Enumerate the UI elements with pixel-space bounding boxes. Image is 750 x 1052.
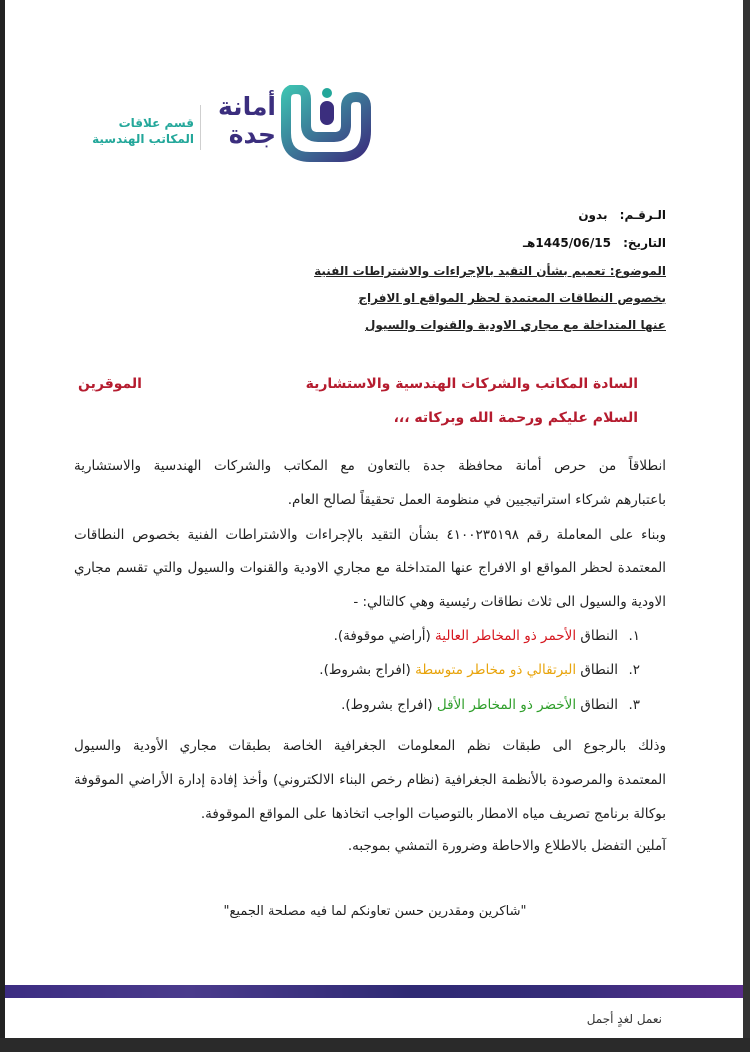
zone-item-number: ٢.	[628, 662, 640, 678]
zone-item-highlight: الأخضر ذو المخاطر الأقل	[436, 697, 577, 713]
date-value: 1445/06/15هـ	[522, 236, 611, 250]
paragraph-3-line-1: وذلك بالرجوع الى طبقات نظم المعلومات الجغرافية الخاصة بطبقات مجاري الأودية والسيول	[74, 738, 666, 754]
zone-item-prefix: النطاق	[576, 628, 618, 644]
paragraph-2-line-3: الاودية والسيول الى ثلاث نطاقات رئيسية وهي كالتالي: -	[353, 594, 666, 610]
zone-item-suffix: (أراضي موقوفة).	[333, 628, 436, 644]
logo-word-jeddah: جدة	[228, 120, 276, 149]
footer-slogan: نعمل لغدٍ أجمل	[586, 1012, 662, 1026]
zone-item-number: ١.	[628, 628, 640, 644]
zone-item-suffix: (افراج بشروط).	[319, 662, 416, 678]
reference-number-label: الـرقـم:	[619, 208, 666, 222]
jeddah-municipality-logo	[88, 85, 378, 165]
zone-item-suffix: (افراج بشروط).	[341, 697, 437, 713]
frame-bottom-border	[0, 1038, 750, 1052]
frame-left-border	[0, 0, 5, 1052]
paragraph-1-line-1: انطلاقاً من حرص أمانة محافظة جدة بالتعاون مع المكاتب والشركات الهندسية والاستشارية	[74, 458, 666, 474]
jeddah-logo-mark-icon	[280, 85, 372, 163]
zone-item-prefix: النطاق	[576, 662, 618, 678]
footer-color-bar-accent	[590, 985, 743, 998]
reference-number	[578, 208, 666, 222]
closing-line: آملين التفضل بالاطلاع والاحاطة وضرورة التمشي بموجبه.	[347, 838, 666, 854]
zone-item-red	[334, 628, 640, 644]
frame-right-border	[743, 0, 750, 1052]
subject-line-2: بخصوص النطاقات المعتمدة لحظر المواقع او الافراج	[358, 291, 666, 305]
subject-line-3: عنها المتداخلة مع مجاري الاودية والقنوات والسيول	[364, 318, 666, 332]
paragraph-2-line-2: المعتمدة لحظر المواقع او الافراج عنها المتداخلة مع مجاري الاودية والقنوات والسيول والتي تقسم مجاري	[74, 560, 666, 576]
greeting: السلام عليكم ورحمة الله وبركاته ،،،	[393, 410, 638, 426]
zone-item-highlight: الأحمر ذو المخاطر العالية	[435, 628, 577, 644]
zone-item-highlight: البرتقالي ذو مخاطر متوسطة	[415, 662, 577, 678]
reference-number-value: بدون	[578, 208, 608, 222]
zone-item-green	[341, 697, 640, 713]
date-label: التاريخ:	[623, 236, 666, 250]
subject-block	[86, 258, 666, 339]
logo-separator	[200, 105, 201, 150]
logo-word-amana: أمانة	[218, 92, 276, 121]
paragraph-2-line-1: وبناء على المعاملة رقم ٤١٠٠٢٣٥١٩٨ بشأن التقيد بالإجراءات والاشتراطات الفنية بخصوص النطاقات	[74, 527, 666, 543]
letter-date	[523, 236, 666, 250]
department-name	[88, 115, 194, 147]
logo-wordmark	[206, 93, 276, 149]
zone-item-prefix: النطاق	[576, 697, 618, 713]
department-line-2: المكاتب الهندسية	[92, 132, 194, 146]
paragraph-3-line-2: المعتمدة والمرصودة بالأنظمة الجغرافية (نظام رخص البناء الالكتروني) وأخذ إفادة إدارة الأراضي الموقوفة	[74, 772, 666, 788]
thanks-line: "شاكرين ومقدرين حسن تعاونكم لما فيه مصلحة الجميع"	[223, 904, 527, 919]
zone-item-orange	[319, 662, 640, 678]
department-line-1: قسم علاقات	[118, 116, 194, 130]
zone-item-number: ٣.	[628, 697, 640, 713]
paragraph-3-line-3: بوكالة برنامج تصريف مياه الامطار بالتوصيات الواجب اتخاذها على المواقع الموقوفة.	[200, 806, 666, 822]
subject-line-1: الموضوع: تعميم بشأن التقيد بالإجراءات والاشتراطات الفنية	[314, 264, 666, 278]
addressee: السادة المكاتب والشركات الهندسية والاستشارية	[305, 376, 638, 392]
honorific: الموقرين	[78, 376, 142, 392]
paragraph-1-line-2: باعتبارهم شركاء استراتيجيين في منظومة العمل تحقيقاً لصالح العام.	[287, 492, 666, 508]
